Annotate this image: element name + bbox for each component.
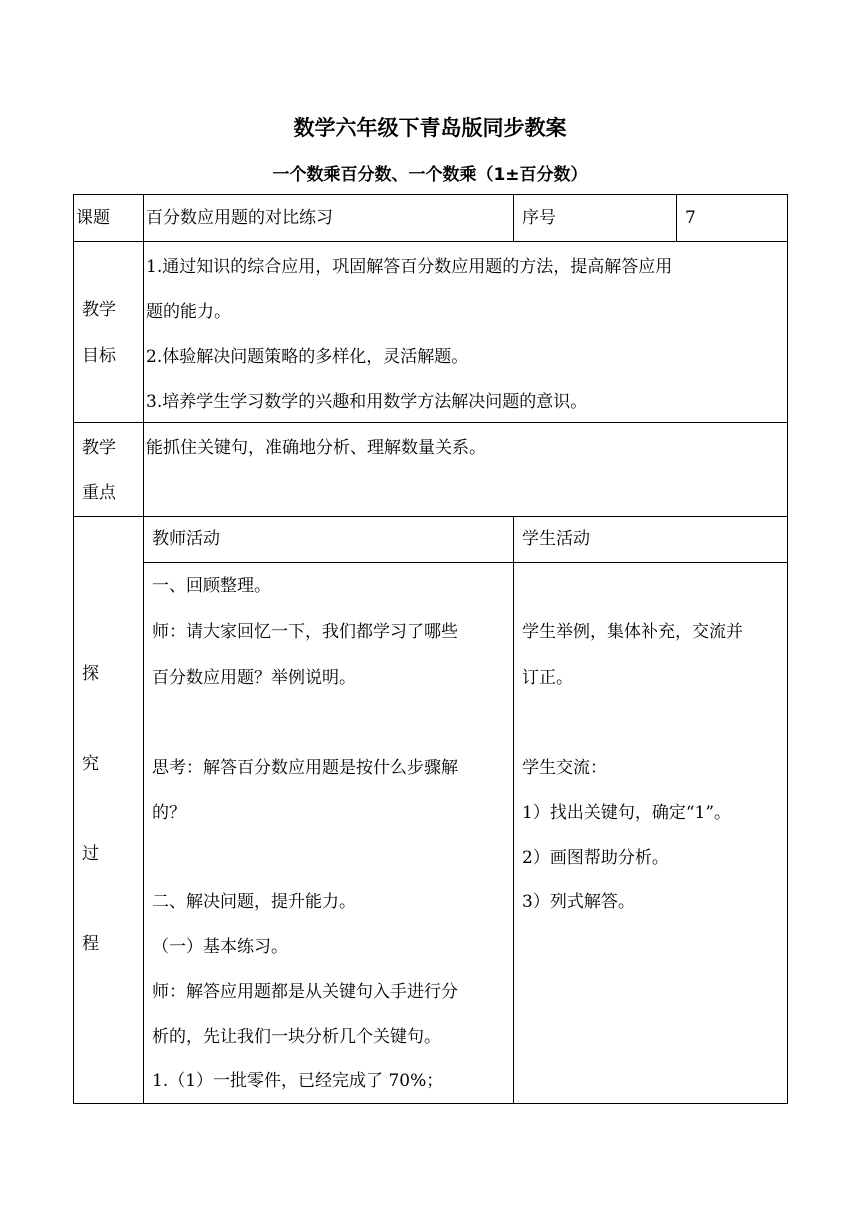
course-label: 课题 [76, 208, 110, 228]
seq-label: 序号 [522, 208, 556, 228]
goals-label-cell [73, 241, 144, 423]
document-title: 数学六年级下青岛版同步教案 [293, 116, 567, 140]
student-line: 学生交流： [522, 758, 607, 778]
seq-value-cell [676, 194, 788, 242]
teacher-line: 师：解答应用题都是从关键句入手进行分 [152, 982, 458, 1002]
focus-label-line2: 重点 [82, 483, 116, 503]
teacher-line: 思考：解答百分数应用题是按什么步骤解 [152, 758, 458, 778]
process-label-cell [73, 516, 144, 1104]
teacher-line: 的？ [152, 803, 186, 823]
focus-text: 能抓住关键句，准确地分析、理解数量关系。 [146, 438, 486, 458]
student-line: 学生举例，集体补充，交流并 [522, 622, 743, 642]
teacher-line: 1.（1）一批零件，已经完成了 70%； [152, 1071, 444, 1091]
goals-content-cell [143, 241, 788, 423]
teacher-line: （一）基本练习。 [152, 937, 288, 957]
seq-label-cell [513, 194, 677, 242]
goal-item-3: 3.培养学生学习数学的兴趣和用数学方法解决问题的意识。 [146, 392, 588, 412]
teacher-line: 师：请大家回忆一下，我们都学习了哪些 [152, 622, 458, 642]
goal-item-2: 2.体验解决问题策略的多样化，灵活解题。 [146, 347, 469, 367]
teacher-line: 百分数应用题？举例说明。 [152, 668, 356, 688]
teacher-activity-cell [143, 562, 514, 1104]
student-line: 订正。 [522, 668, 573, 688]
goal-item-1-line1: 1.通过知识的综合应用，巩固解答百分数应用题的方法，提高解答应用 [146, 257, 673, 277]
teacher-header-cell [143, 516, 514, 563]
goals-label-line1: 教学 [82, 300, 116, 320]
goal-item-1-line2: 题的能力。 [146, 302, 231, 322]
process-label-char-1: 探 [82, 664, 99, 684]
student-activity-cell [513, 562, 788, 1104]
student-header-cell [513, 516, 788, 563]
seq-value: 7 [685, 208, 696, 228]
student-line: 1）找出关键句，确定“1”。 [522, 803, 732, 823]
course-value-cell [143, 194, 514, 242]
process-label-char-4: 程 [82, 934, 99, 954]
teacher-line: 析的，先让我们一块分析几个关键句。 [152, 1027, 441, 1047]
course-label-cell [73, 194, 144, 242]
focus-content-cell [143, 422, 788, 517]
student-activity-header: 学生活动 [522, 529, 590, 549]
process-label-char-3: 过 [82, 844, 99, 864]
teacher-activity-header: 教师活动 [152, 529, 220, 549]
focus-label-cell [73, 422, 144, 517]
student-line: 3）列式解答。 [522, 892, 635, 912]
student-line: 2）画图帮助分析。 [522, 848, 669, 868]
process-label-char-2: 究 [82, 754, 99, 774]
teacher-line: 一、回顾整理。 [152, 576, 271, 596]
document-subtitle: 一个数乘百分数、一个数乘（1±百分数） [272, 165, 588, 185]
focus-label-line1: 教学 [82, 438, 116, 458]
teacher-line: 二、解决问题，提升能力。 [152, 892, 356, 912]
course-value: 百分数应用题的对比练习 [146, 208, 333, 228]
goals-label-line2: 目标 [82, 346, 116, 366]
